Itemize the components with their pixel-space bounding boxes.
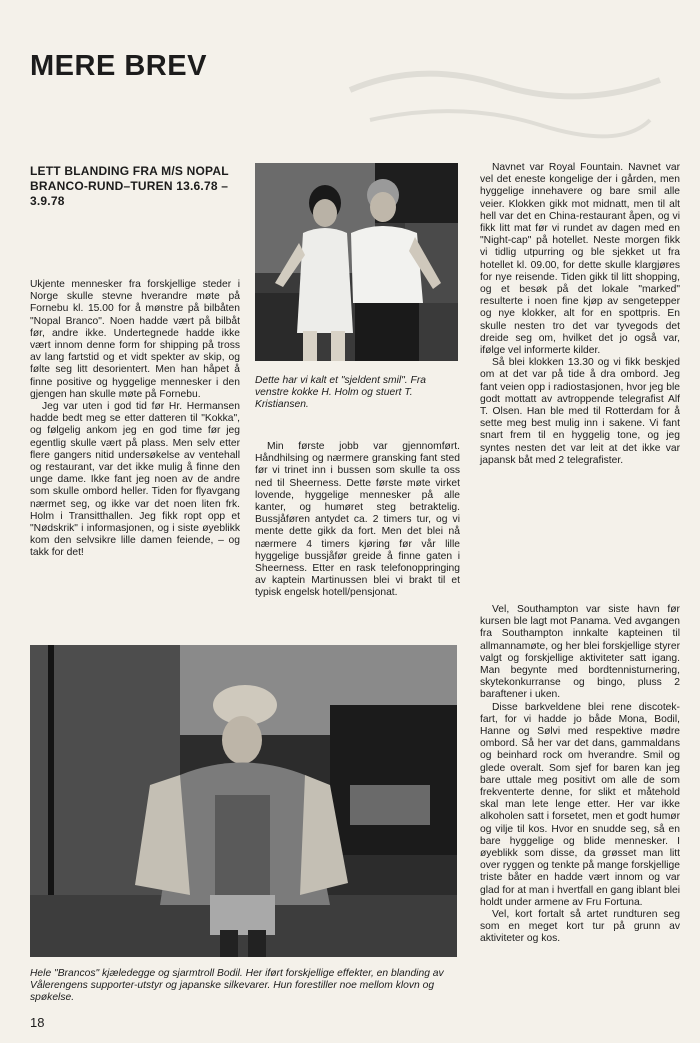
paragraph: Vel, Southampton var siste havn før kursen ble lagt mot Panama. Ved avgangen fra Southampton innkalte kapteinen til allmannamøte, og her blei forskjellige styrer valgt og forskjellige aktiviteter satt igang. Man begynte med bordtennisturnering, skytekonkurranse og bingo, pluss 2 baraftener i uken. [480,604,680,701]
photo-bodil [30,645,457,957]
column-1 [30,279,240,560]
photo-bodil-image [30,645,457,957]
column-3-lower [480,604,680,946]
paragraph: Disse barkveldene blei rene discotek-fart, for vi hadde jo både Mona, Bodil, Hanne og Sølvi med respektive mødre ombord. Så her var det dans, gammaldans og beinhard rock om hverandre. Smil og glede overalt. Som sjef for baren kan jeg bare uttale meg positivt om alle de som frekventerte denne, for slikt et måtehold skal man lete lenge etter. Her var ikke alkoholen satt i forsetet, men et godt humør og vilje til kos. Hvor en snudde seg, så en bare hyggelige og blide mennesker. I øyeblikk som disse, da grøsset man litt over ryggen og tenkte på mange forskjellige triste båter en hadde vært innom og var glad for at man i hvertfall en gang iblant blei holdt under armene av Fru Fortuna. [480,701,680,908]
page-number: 18 [30,1015,45,1030]
show-through-artifact [340,50,670,160]
photo-caption-2: Hele "Brancos" kjæledegge og sjarmtroll Bodil. Her iført forskjellige effekter, en blanding av Vålerengens supporter-utstyr og japanske silkevarer. Hun forestiller noe mellom klovn og spøkelse. [30,968,444,1004]
paragraph: Ukjente mennesker fra forskjellige steder i Norge skulle stevne hverandre møte på Fornebu kl. 15.00 for å mønstre på bilbåten "Nopal Branco". Noen hadde vært på bilbåt før, andre ikke. Undertegnede hadde ikke vært innom denne form for shipping på tross av lang fartstid og et vidt spekter av skip, og følte seg litt desorientert. Men han håpet å finne positive og hyggelige mennesker i den gjengen han skulle møte på Fornebu. [30,279,240,400]
paragraph: Navnet var Royal Fountain. Navnet var vel det eneste kongelige der i gården, men hyggelige innehavere og bare smil alle veier. Klokken gikk mot midnatt, men til alt hell var det en China-restaurant åpen, og vi fikk litt mat før vi rundet av dagen med en "Night-cap" på hotellet. Neste morgen fikk vi tidlig utpurring og ble sjekket ut fra hotellet kl. 09.00, for dette skulle klargjøres for nye reisende. Tiden gikk til litt shopping, og et besøk på det lokale "marked" resulterte i noen fine kjøp av sengetepper og nye klokker, alt for en spottpris. En skulle nesten tro det var tyvegods det dreide seg om, hvilket det jo også var, ifølge vel informerte kilder. [480,162,680,357]
paragraph: Jeg var uten i god tid før Hr. Hermansen hadde bedt meg se etter datteren til "Kokka", og følgelig ankom jeg en god time før jeg egentlig skulle vært på plass. Men selv etter flere gangers nitid undersøkelse av ventehall og restaurant, var det ikke mulig å finne den unge dame. Ikke fant jeg noen av de andre som skulle ombord heller. Tiden for flyavgang nærmet seg, og ikke var det noen liten frk. Holm i Transitthallen. Jeg fikk ropt opp et "Nødskrik" i informasjonen, og i siste øyeblikk kom den selvsikre lille damen feiende, – og takk for det! [30,401,240,559]
photo-cook-steward-image [255,163,458,361]
paragraph: Vel, kort fortalt så artet rundturen seg som en meget kort tur på grunn av aktiviteter og kos. [480,909,680,945]
photo-cook-and-steward [255,163,458,361]
article-subheading: LETT BLANDING FRA M/S NOPAL BRANCO-RUND–TUREN 13.6.78 – 3.9.78 [30,164,229,208]
paragraph: Min første jobb var gjennomført. Håndhilsing og nærmere gransking fant sted før vi trinet inn i bussen som skulle ta oss ned til Sheerness. Dette første møte virket lovende, hyggelige mennesker på alle kanter, og humøret steg betraktelig. Bussjåføren antydet ca. 2 timers tur, og vi mente dette gikk da fort. Men det blei nå nærmere 4 timers kjøring før vår lille hyggelige bussjåfør greide å finne gaten i Sheerness. Etter en rask telefonoppringing av kaptein Martinussen blei vi brakt til et typisk engelsk hotell/pensjonat. [255,441,460,599]
column-2 [255,441,460,600]
column-3 [480,162,680,467]
photo-caption-1: Dette har vi kalt et "sjeldent smil". Fra venstre kokke H. Holm og stuert T. Kristiansen. [255,375,426,411]
page-title: MERE BREV [30,50,207,82]
paragraph: Så blei klokken 13.30 og vi fikk beskjed om at det var på tide å dra ombord. Jeg fant veien opp i radiostasjonen, hvor jeg ble godt mottatt av avtroppende telegrafist Alf T. Olsen. Han ble med til Rotterdam for å sette meg best mulig inn i sakene. Vi fant snart frem til en hyggelig tone, og jeg syntes nesten det var leit at det ikke var japansk båt med 2 telegrafister. [480,357,680,466]
